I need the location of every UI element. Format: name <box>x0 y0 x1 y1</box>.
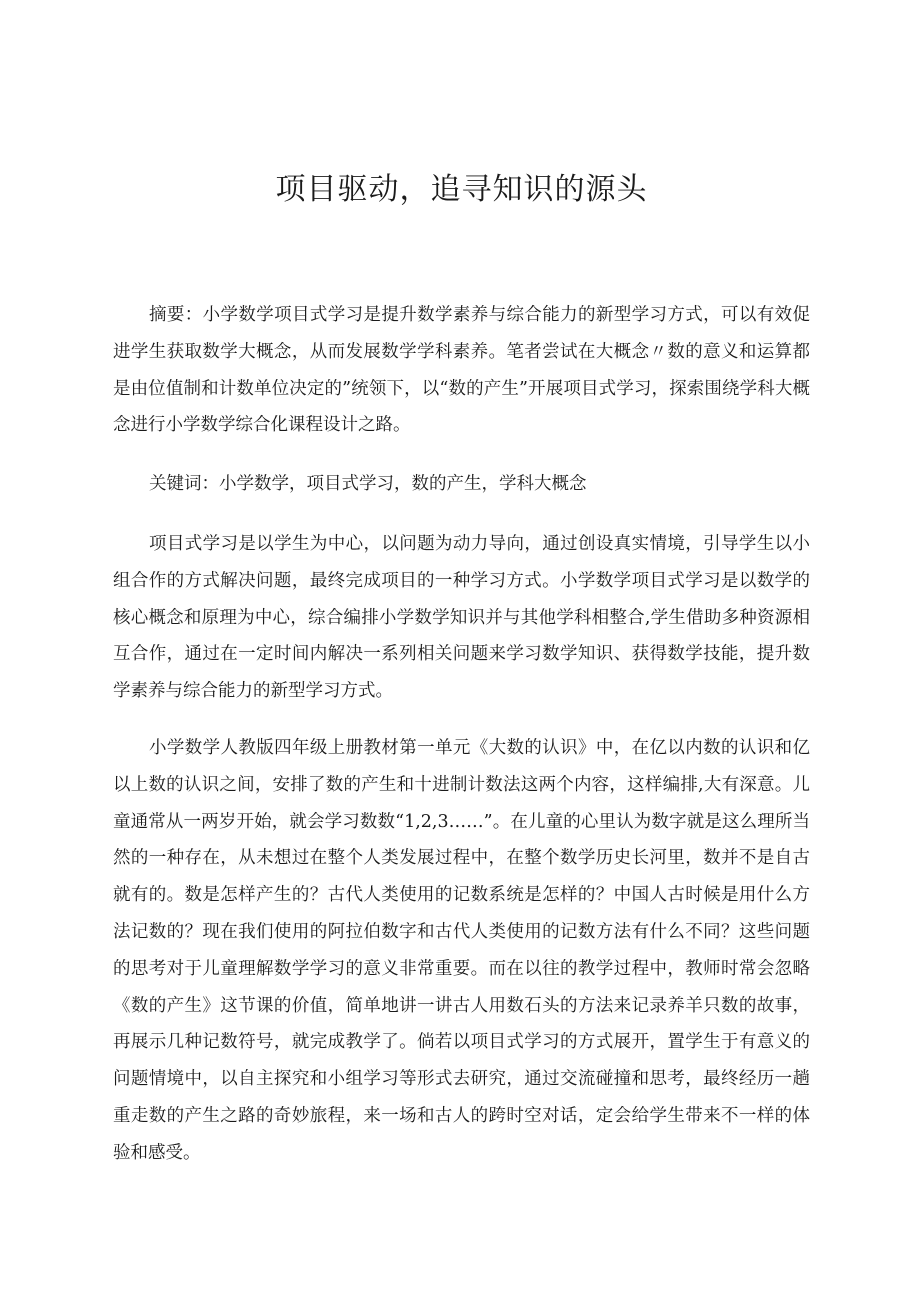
document-title: 项目驱动，追寻知识的源头 <box>275 172 648 207</box>
body-paragraph-2: 小学数学人教版四年级上册教材第一单元《大数的认识》中，在亿以内数的认识和亿以上数的认识之间，安排了数的产生和十进制计数法这两个内容，这样编排,大有深意。儿童通常从一两岁开始，就会学习数数“1,2,3……”。在儿童的心里认为数字就是这么理所当然的一种存在，从未想过在整个人类发展过程中，在整个数学历史长河里，数并不是自古就有的。数是怎样产生的？古代人类使用的记数系统是怎样的？中国人古时候是用什么方法记数的？现在我们使用的阿拉伯数字和古代人类使用的记数方法有什么不同？这些问题的思考对于儿童理解数学学习的意义非常重要。而在以往的教学过程中，教师时常会忽略《数的产生》这节课的价值，简单地讲一讲古人用数石头的方法来记录养羊只数的故事，再展示几种记数符号，就完成教学了。倘若以项目式学习的方式展开，置学生于有意义的问题情境中，以自主探究和小组学习等形式去研究，通过交流碰撞和思考，最终经历一趟重走数的产生之路的奇妙旅程，来一场和古人的跨时空对话，定会给学生带来不一样的体验和感受。 <box>113 738 810 1163</box>
abstract-paragraph: 摘要：小学数学项目式学习是提升数学素养与综合能力的新型学习方式，可以有效促进学生获取数学大概念，从而发展数学学科素养。笔者尝试在大概念〃数的意义和运算都是由位值制和计数单位决定的”统领下，以“数的产生”开展项目式学习，探索围绕学科大概念进行小学数学综合化课程设计之路。 <box>113 305 810 436</box>
keywords-paragraph: 关键词：小学数学，项目式学习，数的产生，学科大概念 <box>149 474 587 494</box>
body-paragraph-1: 项目式学习是以学生为中心，以问题为动力导向，通过创设真实情境，引导学生以小组合作的方式解决问题，最终完成项目的一种学习方式。小学数学项目式学习是以数学的核心概念和原理为中心，综合编排小学数学知识并与其他学科相整合,学生借助多种资源相互合作，通过在一定时间内解决一系列相关问题来学习数学知识、获得数学技能，提升数学素养与综合能力的新型学习方式。 <box>113 534 810 702</box>
